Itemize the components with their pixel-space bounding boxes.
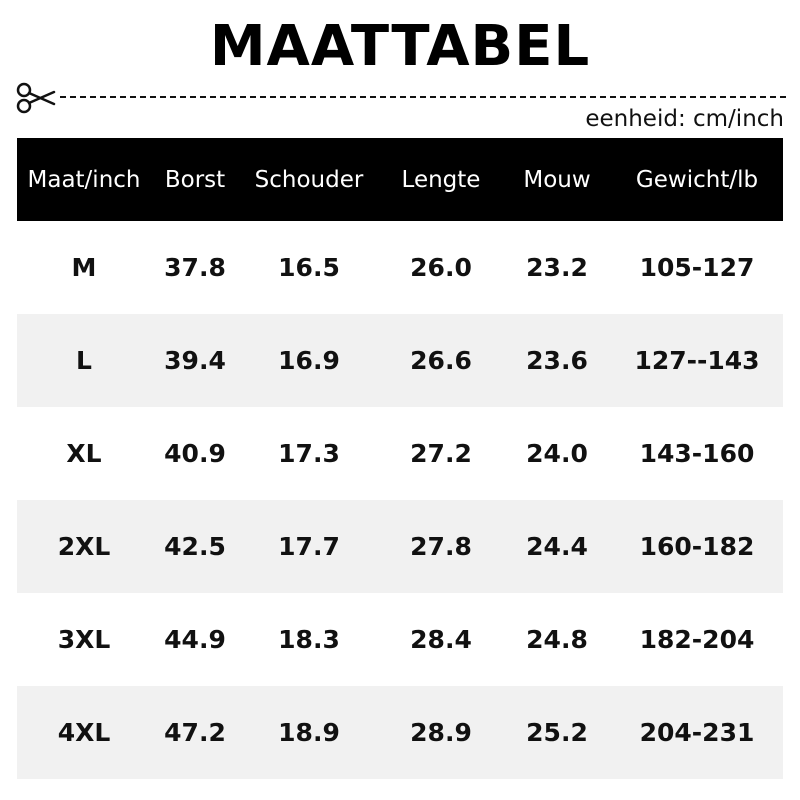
table-cell: 16.5 [239, 221, 379, 314]
table-cell: 27.2 [379, 407, 503, 500]
table-cell: 105-127 [611, 221, 783, 314]
table-cell: 204-231 [611, 686, 783, 779]
table-cell: 39.4 [151, 314, 239, 407]
table-cell: M [17, 221, 151, 314]
table-cell: 18.3 [239, 593, 379, 686]
column-header: Mouw [503, 138, 611, 221]
column-header: Gewicht/lb [611, 138, 783, 221]
table-cell: 37.8 [151, 221, 239, 314]
table-cell: 3XL [17, 593, 151, 686]
table-cell: 160-182 [611, 500, 783, 593]
table-cell: 42.5 [151, 500, 239, 593]
table-cell: 182-204 [611, 593, 783, 686]
table-cell: 40.9 [151, 407, 239, 500]
table-row [17, 686, 783, 779]
header-row [17, 138, 783, 221]
table-row [17, 407, 783, 500]
table-cell: 24.4 [503, 500, 611, 593]
table-header [17, 138, 783, 221]
table-cell: L [17, 314, 151, 407]
table-cell: 24.8 [503, 593, 611, 686]
column-header: Schouder [239, 138, 379, 221]
table-row [17, 593, 783, 686]
table-cell: 26.0 [379, 221, 503, 314]
table-cell: 47.2 [151, 686, 239, 779]
table-cell: 18.9 [239, 686, 379, 779]
column-header: Maat/inch [17, 138, 151, 221]
table-cell: 23.6 [503, 314, 611, 407]
table-cell: 16.9 [239, 314, 379, 407]
table-cell: XL [17, 407, 151, 500]
column-header: Lengte [379, 138, 503, 221]
table-cell: 44.9 [151, 593, 239, 686]
table-cell: 27.8 [379, 500, 503, 593]
table-row [17, 500, 783, 593]
table-cell: 2XL [17, 500, 151, 593]
table-cell: 17.3 [239, 407, 379, 500]
table-cell: 17.7 [239, 500, 379, 593]
table-cell: 28.4 [379, 593, 503, 686]
table-cell: 25.2 [503, 686, 611, 779]
table-body [17, 221, 783, 779]
table-cell: 28.9 [379, 686, 503, 779]
table-cell: 26.6 [379, 314, 503, 407]
table-cell: 23.2 [503, 221, 611, 314]
page-title: MAATTABEL [209, 14, 591, 79]
table-cell: 127--143 [611, 314, 783, 407]
table-cell: 4XL [17, 686, 151, 779]
table-cell: 143-160 [611, 407, 783, 500]
table-cell: 24.0 [503, 407, 611, 500]
table-row [17, 221, 783, 314]
size-table [17, 138, 783, 779]
column-header: Borst [151, 138, 239, 221]
table-row [17, 314, 783, 407]
unit-label: eenheid: cm/inch [585, 106, 784, 132]
